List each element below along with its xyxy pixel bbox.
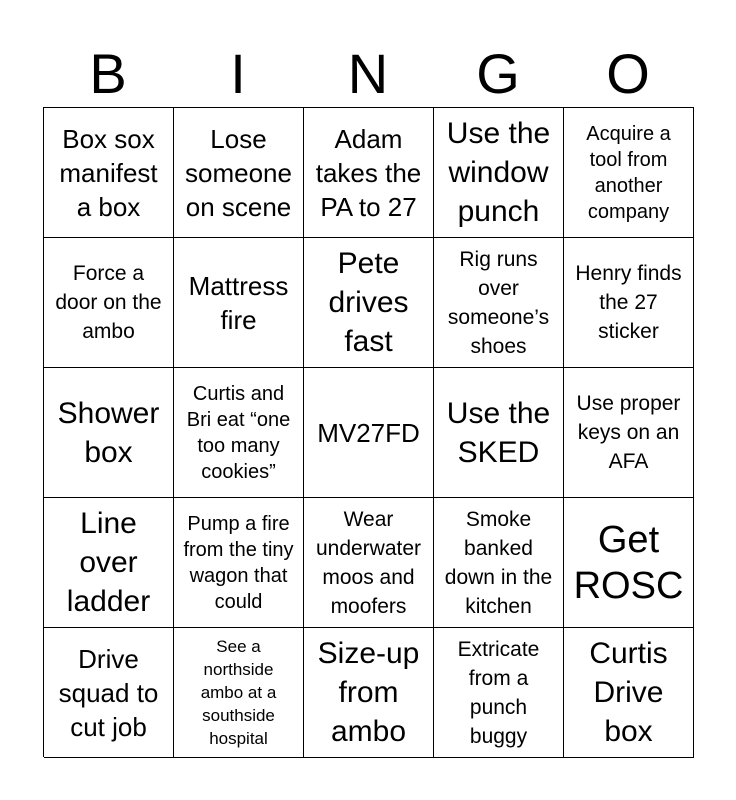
bingo-cell[interactable] <box>44 368 174 498</box>
bingo-cell[interactable] <box>304 498 434 628</box>
cell-text: Use the window punch <box>446 117 551 228</box>
cell-text: Size-up from ambo <box>317 637 420 748</box>
bingo-cell[interactable] <box>304 368 434 498</box>
bingo-cell[interactable] <box>434 108 564 238</box>
header-letter-g: G <box>476 42 520 105</box>
cell-text: Pete drives fast <box>328 247 409 358</box>
cell-text: Get ROSC <box>573 518 684 607</box>
cell-text: Curtis and Bri eat “one too many cookies” <box>186 382 291 483</box>
bingo-cell[interactable] <box>174 238 304 368</box>
header-letter-i: I <box>230 42 246 105</box>
cell-text: Henry finds the 27 sticker <box>575 262 682 343</box>
cell-text: Use the SKED <box>446 396 551 469</box>
bingo-cell[interactable] <box>174 498 304 628</box>
bingo-cell[interactable] <box>564 368 694 498</box>
bingo-grid <box>43 107 694 757</box>
header-letter-n: N <box>347 42 389 105</box>
cell-text: Adam takes the PA to 27 <box>315 123 422 222</box>
bingo-cell[interactable] <box>44 498 174 628</box>
bingo-cell[interactable] <box>564 238 694 368</box>
bingo-cell[interactable] <box>44 238 174 368</box>
bingo-header <box>43 40 693 108</box>
bingo-cell[interactable] <box>44 628 174 758</box>
header-letter-b: B <box>89 42 127 105</box>
bingo-cell[interactable] <box>564 628 694 758</box>
cell-text: Box sox manifest a box <box>59 123 158 222</box>
bingo-cell[interactable] <box>434 238 564 368</box>
bingo-cell[interactable] <box>174 108 304 238</box>
bingo-cell[interactable] <box>434 628 564 758</box>
cell-text: MV27FD <box>317 417 420 448</box>
cell-text: Rig runs over someone’s shoes <box>447 247 550 358</box>
cell-text: Mattress fire <box>188 270 289 335</box>
bingo-cell[interactable] <box>564 108 694 238</box>
cell-text: Lose someone on scene <box>185 123 292 222</box>
cell-text: Line over ladder <box>66 507 151 618</box>
cell-text: Acquire a tool from another company <box>586 122 671 223</box>
cell-text: Pump a fire from the tiny wagon that could <box>183 512 294 613</box>
cell-text: Shower box <box>57 396 160 469</box>
bingo-cell[interactable] <box>174 368 304 498</box>
cell-text: Extricate from a punch buggy <box>457 637 540 748</box>
bingo-cell[interactable] <box>564 498 694 628</box>
cell-text: Curtis Drive box <box>589 637 668 748</box>
bingo-cell[interactable] <box>174 628 304 758</box>
bingo-cell[interactable] <box>304 628 434 758</box>
cell-text: Drive squad to cut job <box>58 643 159 742</box>
bingo-cell[interactable] <box>434 368 564 498</box>
cell-text: Smoke banked down in the kitchen <box>444 507 553 618</box>
header-letter-o: O <box>606 42 650 105</box>
bingo-cell[interactable] <box>304 238 434 368</box>
cell-text: Wear underwater moos and moofers <box>315 507 422 618</box>
bingo-cell[interactable] <box>44 108 174 238</box>
cell-text: Use proper keys on an AFA <box>576 392 681 473</box>
bingo-cell[interactable] <box>304 108 434 238</box>
bingo-cell[interactable] <box>434 498 564 628</box>
cell-text: See a northside ambo at a southside hospital <box>200 637 277 748</box>
cell-text: Force a door on the ambo <box>55 262 162 343</box>
